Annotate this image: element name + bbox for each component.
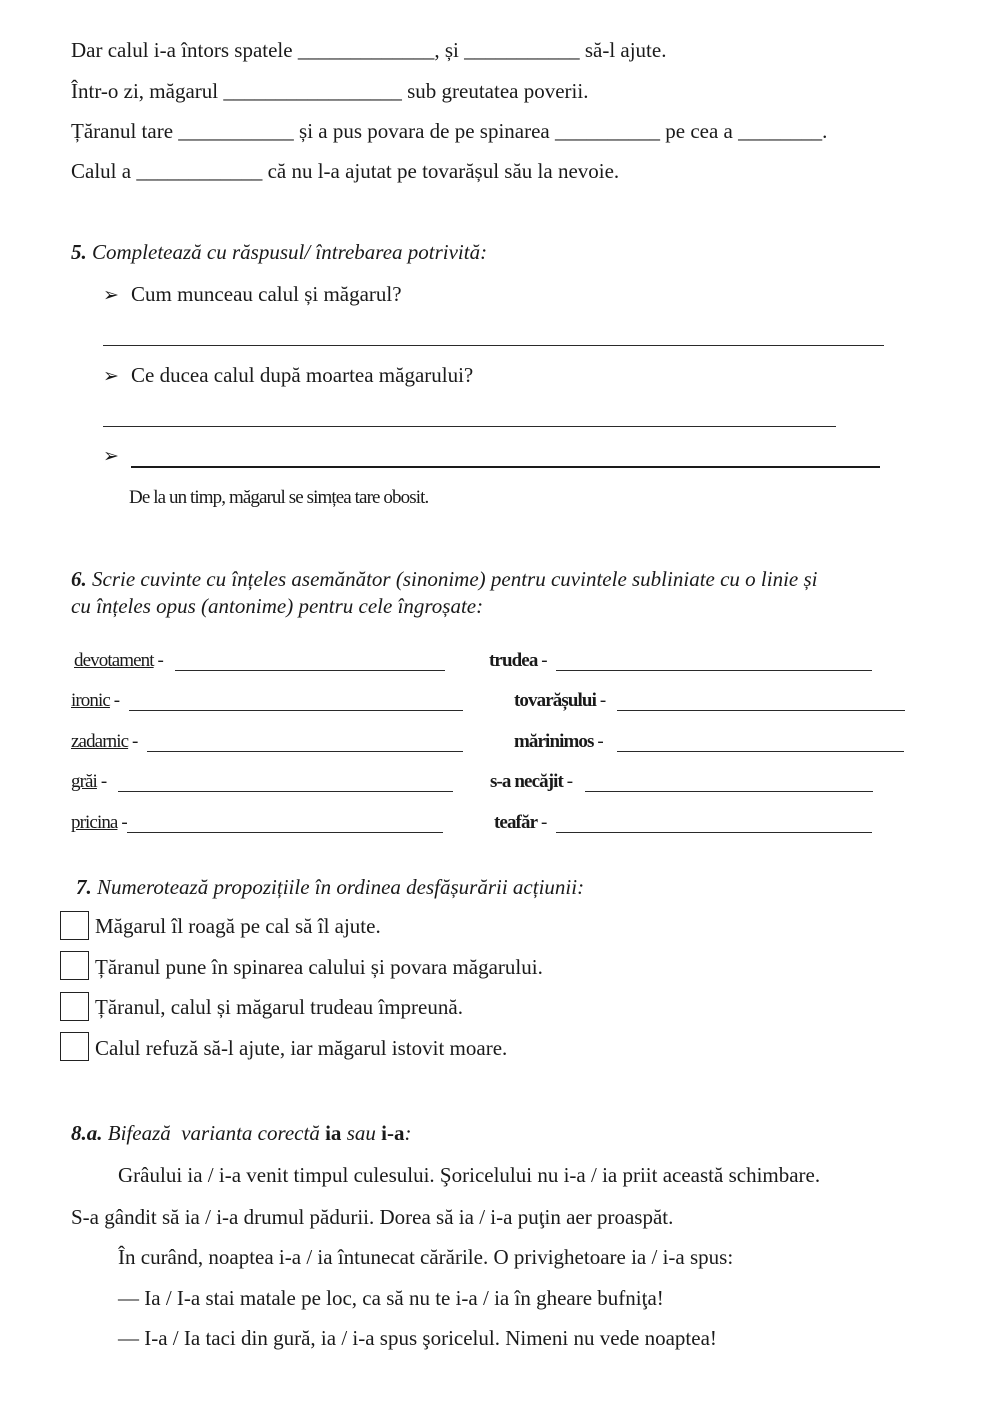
synonym-answer-line[interactable]	[129, 710, 463, 711]
underlined-word: grăi	[71, 771, 97, 792]
order-sentence: Țăranul pune în spinarea calului și povara măgarului.	[95, 955, 543, 979]
dash: -	[113, 690, 120, 711]
dash: -	[540, 812, 547, 833]
order-number-box[interactable]	[60, 992, 89, 1021]
exercise-5-instruction: Completează cu răspusul/ întrebarea potrivită:	[92, 240, 488, 264]
antonym-row	[514, 688, 605, 714]
synonym-row	[71, 769, 106, 795]
exercise-7-number: 7.	[76, 875, 92, 899]
exercise-7-heading	[76, 874, 584, 900]
arrow-bullet-icon: ➢	[103, 284, 119, 306]
choice-sentence-1: Grâului ia / i-a venit timpul culesului. Şoricelului nu i-a / ia priit această schimbare.	[118, 1163, 821, 1187]
synonym-row	[71, 810, 127, 836]
exercise-6-instruction-line-1: Scrie cuvinte cu înțeles asemănător (sinonime) pentru cuvintele subliniate cu o linie și	[92, 567, 818, 591]
choice-sentence-4: — Ia / I-a stai matale pe loc, ca să nu te i-a / ia în gheare bufniţa!	[118, 1286, 664, 1310]
option-i-a: i-a	[381, 1121, 405, 1145]
choice-sentence-5: — I-a / Ia taci din gură, ia / i-a spus şoricelul. Nimeni nu vede noaptea!	[118, 1326, 717, 1350]
fill-sentence-1: Dar calul i-a întors spatele _____________, și ___________ să-l ajute.	[71, 38, 667, 62]
antonym-row	[490, 769, 572, 795]
order-number-box[interactable]	[60, 911, 89, 940]
answer-line-2[interactable]	[103, 426, 836, 427]
fill-sentence-3: Țăranul tare ___________ și a pus povara de pe spinarea __________ pe cea a ________.	[71, 119, 828, 143]
bold-word: trudea	[489, 650, 538, 671]
antonym-answer-line[interactable]	[617, 751, 904, 752]
question-2: Ce ducea calul după moartea măgarului?	[131, 363, 474, 387]
antonym-answer-line[interactable]	[556, 832, 872, 833]
arrow-bullet-icon: ➢	[103, 365, 119, 387]
order-sentence: Țăranul, calul și măgarul trudeau împreună.	[95, 995, 463, 1019]
bold-word: s-a necăjit	[490, 771, 563, 792]
choice-sentence-2: S-a gândit să ia / i-a drumul pădurii. Dorea să ia / i-a puţin aer proaspăt.	[71, 1205, 674, 1229]
antonym-row	[514, 729, 603, 755]
antonym-row	[494, 810, 546, 836]
dash: -	[157, 650, 163, 671]
order-number-box[interactable]	[60, 951, 89, 980]
dash: -	[566, 771, 573, 792]
given-answer-3: De la un timp, măgarul se simțea tare obosit.	[129, 487, 429, 508]
bold-word: tovarășului	[514, 690, 596, 711]
order-sentence: Calul refuză să-l ajute, iar măgarul istovit moare.	[95, 1036, 508, 1060]
antonym-row	[489, 648, 547, 674]
option-ia: ia	[325, 1121, 342, 1145]
dash: -	[132, 731, 138, 752]
colon: :	[404, 1121, 412, 1145]
dash: -	[597, 731, 603, 752]
dash: -	[541, 650, 547, 671]
underlined-word: devotament	[74, 650, 154, 671]
word-sau: sau	[346, 1121, 376, 1145]
synonym-row	[74, 648, 163, 674]
exercise-8a-number: 8.a.	[71, 1121, 103, 1145]
synonym-row	[71, 729, 137, 755]
synonym-answer-line[interactable]	[147, 751, 463, 752]
fill-sentence-2: Într-o zi, măgarul _________________ sub greutatea poverii.	[71, 79, 589, 103]
bold-word: teafăr	[494, 812, 538, 833]
exercise-6-number: 6.	[71, 567, 87, 591]
choice-sentence-3: În curând, noaptea i-a / ia întunecat cărările. O privighetoare ia / i-a spus:	[118, 1245, 734, 1269]
bold-word: mărinimos	[514, 731, 594, 752]
exercise-6-heading	[71, 566, 818, 592]
exercise-8a-heading	[71, 1120, 411, 1146]
synonym-answer-line[interactable]	[118, 791, 453, 792]
arrow-bullet-icon: ➢	[103, 445, 119, 467]
synonym-answer-line[interactable]	[127, 832, 443, 833]
question-line-3[interactable]	[131, 466, 880, 468]
dash: -	[121, 812, 127, 833]
synonym-answer-line[interactable]	[175, 670, 445, 671]
underlined-word: ironic	[71, 690, 110, 711]
antonym-answer-line[interactable]	[617, 710, 905, 711]
question-1: Cum munceau calul și măgarul?	[131, 282, 402, 306]
order-number-box[interactable]	[60, 1032, 89, 1061]
exercise-5-number: 5.	[71, 240, 87, 264]
exercise-6-instruction-line-2: cu înțeles opus (antonime) pentru cele îngroșate:	[71, 594, 484, 618]
synonym-row	[71, 688, 119, 714]
exercise-8a-instruction: Bifează varianta corectă	[107, 1121, 320, 1145]
exercise-5-heading	[71, 239, 487, 265]
dash: -	[100, 771, 107, 792]
dash: -	[599, 690, 606, 711]
fill-sentence-4: Calul a ____________ că nu l-a ajutat pe tovarășul său la nevoie.	[71, 159, 620, 183]
underlined-word: pricina	[71, 812, 118, 833]
answer-line-1[interactable]	[103, 345, 884, 346]
order-sentence: Măgarul îl roagă pe cal să îl ajute.	[95, 914, 381, 938]
exercise-7-instruction: Numerotează propozițiile în ordinea desfășurării acțiunii:	[97, 875, 585, 899]
antonym-answer-line[interactable]	[585, 791, 873, 792]
antonym-answer-line[interactable]	[556, 670, 872, 671]
underlined-word: zadarnic	[71, 731, 129, 752]
